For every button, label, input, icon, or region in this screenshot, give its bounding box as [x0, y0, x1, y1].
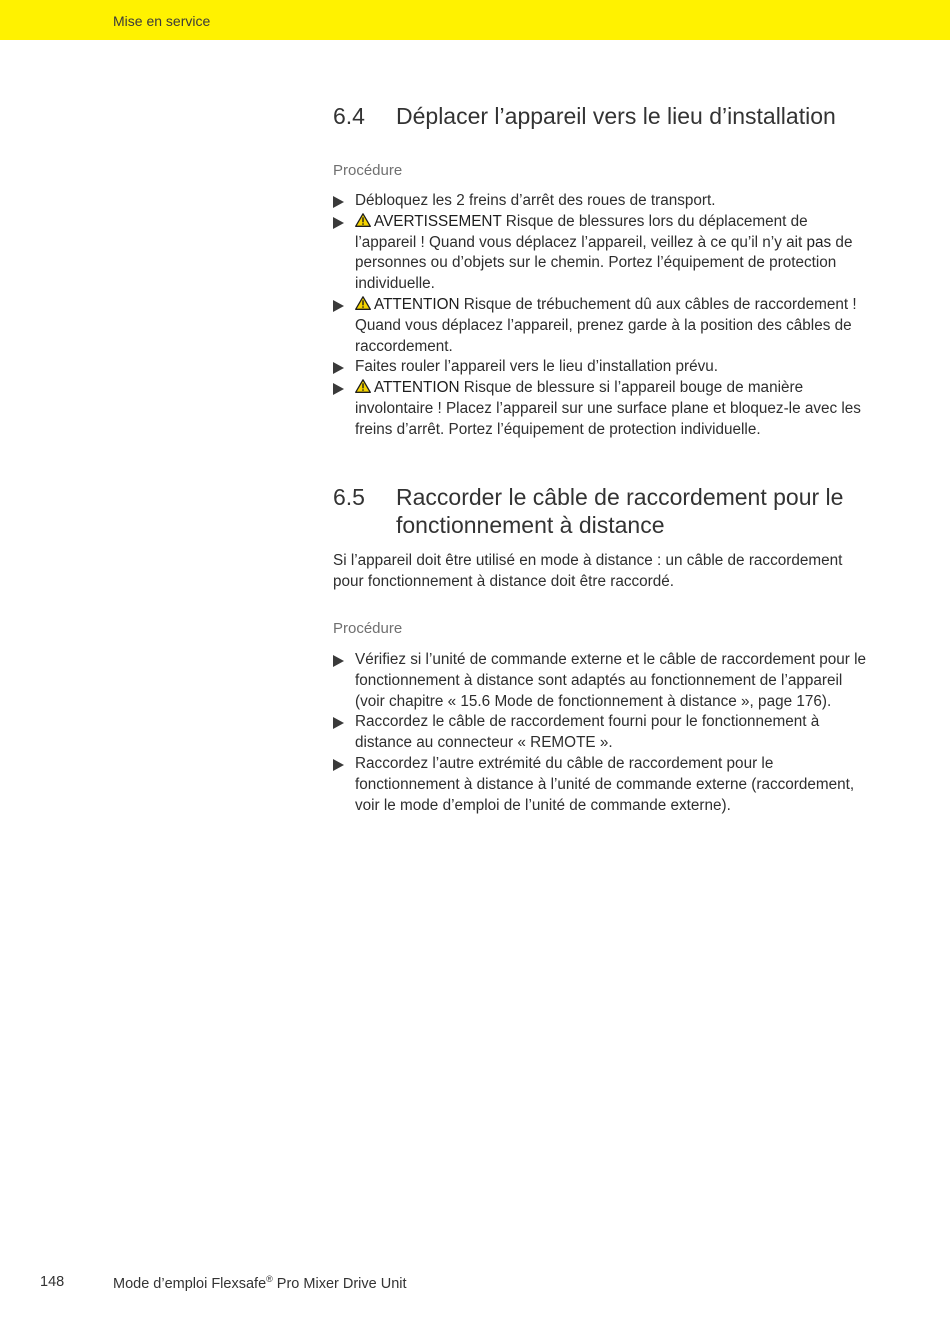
signal-word: ATTENTION	[374, 379, 460, 397]
triangle-arrow-right-icon	[333, 362, 344, 374]
procedure-steps-6-5	[333, 650, 873, 816]
section-number: 6.5	[333, 484, 365, 510]
section-number: 6.4	[333, 103, 365, 129]
warning-triangle-icon	[355, 213, 371, 227]
page-number: 148	[40, 1274, 65, 1290]
procedure-label: Procédure	[333, 620, 403, 637]
warning-triangle-icon	[355, 296, 371, 310]
triangle-arrow-right-icon	[333, 300, 344, 312]
triangle-arrow-right-icon	[333, 217, 344, 229]
list-item: ATTENTION Risque de trébuchement dû aux câbles de raccordement ! Quand vous déplacez l’appareil, prenez garde à la position des câbles de raccordement.	[333, 295, 873, 357]
emphasis: pas	[806, 233, 832, 251]
list-item: Raccordez l’autre extrémité du câble de raccordement pour le fonctionnement à distance à l’unité de commande externe (raccordement, voir le mode d’emploi de l’unité de commande externe).	[333, 754, 873, 816]
registered-mark: ®	[266, 1274, 273, 1284]
triangle-arrow-right-icon	[333, 196, 344, 208]
triangle-arrow-right-icon	[333, 655, 344, 667]
section-title: Raccorder le câble de raccordement pour le fonctionnement à distance	[396, 484, 844, 538]
signal-word: ATTENTION	[374, 295, 460, 313]
procedure-label: Procédure	[333, 162, 403, 179]
list-item: ATTENTION Risque de blessure si l’appareil bouge de manière involontaire ! Placez l’appareil sur une surface plane et bloquez-le avec les freins d’arrêt. Portez l’équipement de protection individuelle.	[333, 378, 873, 440]
section-intro: Si l’appareil doit être utilisé en mode à distance : un câble de raccordement pour fonctionnement à distance doit être raccordé.	[333, 552, 843, 590]
list-item: Raccordez le câble de raccordement fourni pour le fonctionnement à distance au connecteur « REMOTE ».	[333, 712, 873, 754]
section-title: Déplacer l’appareil vers le lieu d’installation	[396, 103, 836, 129]
triangle-arrow-right-icon	[333, 383, 344, 395]
triangle-arrow-right-icon	[333, 717, 344, 729]
running-header: Mise en service	[113, 13, 211, 29]
document-title: Mode d’emploi Flexsafe® Pro Mixer Drive Unit	[113, 1274, 407, 1292]
list-item: Vérifiez si l’unité de commande externe et le câble de raccordement pour le fonctionnement à distance sont adaptés au fonctionnement de l’appareil (voir chapitre « 15.6 Mode de fonctionnement à distance », page 176).	[333, 650, 873, 712]
procedure-steps-6-4	[333, 191, 873, 441]
signal-word: AVERTISSEMENT	[374, 212, 502, 230]
list-item: AVERTISSEMENT Risque de blessures lors du déplacement de l’appareil ! Quand vous déplacez l’appareil, veillez à ce qu’il n’y ait pas de personnes ou d’objets sur le chemin. Portez l’équipement de protection individuelle.	[333, 212, 873, 295]
triangle-arrow-right-icon	[333, 759, 344, 771]
list-item: Débloquez les 2 freins d’arrêt des roues de transport.	[333, 191, 873, 212]
list-item: Faites rouler l’appareil vers le lieu d’installation prévu.	[333, 357, 873, 378]
warning-triangle-icon	[355, 379, 371, 393]
